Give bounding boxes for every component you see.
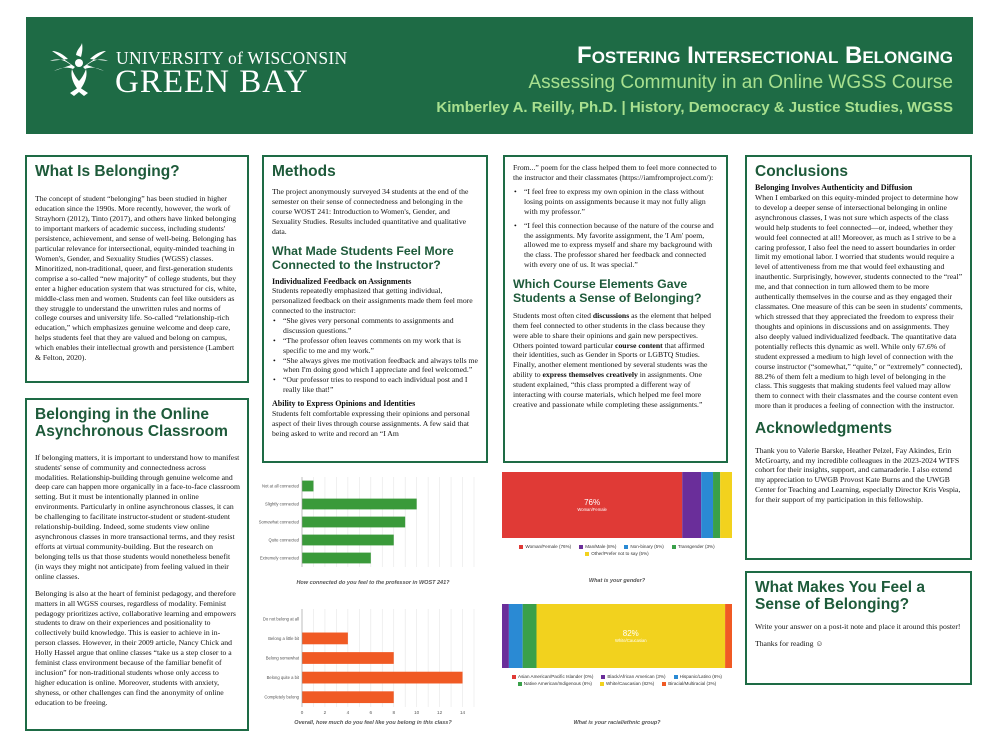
feedback-quote: • “The professor often leaves comments on my work that is specific to me and my work.” (272, 336, 479, 356)
course-elements-panel (503, 155, 728, 463)
race-legend-item (512, 674, 593, 679)
race-data-label: 82% (622, 629, 639, 638)
gender-legend-label: Woman/Female (76%) (525, 544, 572, 549)
belong-category-label: Belong somewhat (265, 655, 299, 661)
belong-chart-title: Overall, how much do you feel like you belong in this class? (294, 720, 452, 726)
belong-tick-label: 14 (459, 710, 466, 715)
gender-data-sublabel: Woman/Female (577, 507, 607, 512)
gender-chart (497, 468, 737, 592)
belong-chart-svg (258, 605, 488, 717)
online-classroom-panel (25, 398, 249, 731)
poster-title: Fostering Intersectional Belonging (577, 42, 953, 69)
connected-instructor-heading: What Made Students Feel More Connected to the Instructor? (272, 243, 454, 272)
connected-chart (258, 473, 488, 591)
race-legend-swatch (600, 682, 604, 686)
race-legend-item (662, 681, 716, 686)
race-legend-label: Black/African American (3%) (607, 674, 666, 679)
belong-tick-label: 12 (437, 710, 443, 715)
race-legend-swatch (662, 682, 666, 686)
connected-category-label: Not at all connected (261, 483, 299, 489)
gender-segment (713, 472, 720, 538)
what-is-belonging-text: The concept of student “belonging” has been studied in higher education since the 1990s. More recently, however, the work of Strayhorn (2012), Tinto (2017), and others have linked belonging to important markers of academic success, including students' persistence, achievement, and sense of well-being. Belonging has particular relevance for intersectional, equity-minded teaching in Women's, Gender, and Sexuality Studies (WGSS) classes. Minoritized, non-traditional, queer, and first-generation students comprise a so-called “new majority” of college students, but they enter a higher education system that was structured for cis, white, middle-class men and women. Students can feel like outsiders as they struggle to understand the unwritten rules and norms of college courses and university life. So-called “relationship-rich education,” which emphasizes genuine welcome and deep care, helps students feel that they are valued and belong on campus, which enables their intellectual growth and persistence (Lambert & Felton, 2020). (35, 194, 237, 363)
race-legend-item (600, 681, 654, 686)
race-legend-label: Biracial/Multiracial (3%) (668, 681, 717, 686)
belong-tick-label: 8 (392, 710, 396, 715)
race-segment (725, 604, 732, 668)
race-legend-label: Hispanic/Latino (6%) (679, 674, 722, 679)
race-legend-swatch (518, 682, 522, 686)
race-legend-label: Native American/Indigenous (6%) (523, 681, 592, 686)
feedback-quote: • “She always gives me motivation feedback and always tells me when I'm doing good which I appreciate and feel welcomed.” (272, 356, 479, 376)
gender-segment (720, 472, 732, 538)
race-segment (502, 604, 509, 668)
phoenix-logo-icon (48, 41, 110, 99)
methods-text: The project anonymously surveyed 34 students at the end of the semester on their sense of connectedness and belonging in the course WOST 241: Introduction to Women's, Gender, and Sexuality Studies. Results included quantitative and qualitative data. (272, 187, 469, 237)
gender-legend-swatch (579, 545, 583, 549)
race-legend-swatch (601, 675, 605, 679)
gender-data-label: 76% (584, 498, 601, 507)
belong-chart (258, 605, 488, 729)
methods-panel (262, 155, 488, 463)
opinion-quote: • “I feel this connection because of the nature of the course and the assignments. My favorite assignment, the 'I Am' poem, allowed me to express myself and share my background with the class. The professor shared her feedback and connected with every one of us. It was special.” (513, 221, 719, 271)
feedback-quote: • “She gives very personal comments to assignments and discussion questions.” (272, 316, 479, 336)
gender-legend-label: Man/Male (8%) (585, 544, 617, 549)
opinion-quotes (513, 187, 719, 270)
race-legend-swatch (674, 675, 678, 679)
gender-legend-item (585, 551, 648, 556)
belong-tick-label: 0 (300, 710, 304, 715)
connected-bar (302, 499, 417, 510)
feedback-text: Students repeatedly emphasized that getting individual, personalized feedback on their assignments made them feel more connected to the instructor: (272, 286, 473, 315)
race-legend-swatch (512, 675, 516, 679)
gender-chart-svg (497, 468, 737, 540)
feedback-quote: • “Our professor tries to respond to each individual post and I really like that!” (272, 375, 479, 395)
race-legend-label: Asian American/Pacific Islander (0%) (518, 674, 594, 679)
connected-category-label: Extremely connected (259, 555, 299, 561)
university-name-top: UNIVERSITY of WISCONSIN (116, 48, 348, 68)
connected-bar (302, 553, 371, 564)
online-classroom-paragraph-1: If belonging matters, it is important to understand how to manifest students' sense of community and connectedness across modalities. Relationship-building through genuine welcome and deep care can happen more organically in a face-to-face classroom setting. But it must be intentionally planned in online environments. Particularly in online asynchronous classes, it can be challenging to facilitate instructor-student or student-student relationship-building. Indeed, some students view online asynchronous classes in more transactional terms, and they resist efforts at virtual community-building. But the research on belonging tells us that those students would nonetheless benefit (in ways they might not anticipate) from feeling valued in their online classes. (35, 452, 240, 581)
race-chart-title: What is your racial/ethnic group? (573, 720, 661, 726)
gender-segment (682, 472, 701, 538)
race-data-sublabel: White/Caucasian (614, 638, 647, 643)
gender-legend-item (624, 544, 663, 549)
poster-author: Kimberley A. Reilly, Ph.D. | History, Democracy & Justice Studies, WGSS (436, 99, 953, 116)
connected-category-label: Quite connected (268, 537, 299, 543)
gender-legend-swatch (624, 545, 628, 549)
connected-chart-svg (258, 473, 488, 577)
race-chart (497, 600, 737, 730)
belong-category-label: Completely belong (264, 694, 299, 700)
poster-subtitle: Assessing Community in an Online WGSS Course (528, 72, 953, 93)
gender-chart-legend (505, 544, 729, 556)
connected-bar (302, 535, 394, 546)
feel-belonging-heading: What Makes You Feel a Sense of Belonging? (755, 579, 925, 614)
gender-legend-swatch (585, 552, 589, 556)
belong-tick-label: 6 (369, 710, 373, 715)
online-classroom-heading: Belonging in the Online Asynchronous Classroom (35, 406, 228, 441)
conclusions-subheading: Belonging Involves Authenticity and Diffusion (755, 183, 913, 193)
race-segment (509, 604, 523, 668)
course-elements-heading: Which Course Elements Gave Students a Sense of Belonging? (513, 277, 702, 305)
connected-chart-title: How connected do you feel to the professor in WOST 241? (296, 580, 450, 586)
connected-category-label: Somewhat connected (258, 519, 299, 525)
race-legend-item (601, 674, 665, 679)
belong-tick-label: 2 (323, 710, 327, 715)
feedback-subheading: Individualized Feedback on Assignments (272, 276, 412, 286)
gender-legend-item (672, 544, 715, 549)
gender-legend-swatch (519, 545, 523, 549)
university-name-bottom: GREEN BAY (115, 64, 309, 100)
what-is-belonging-heading: What Is Belonging? (35, 163, 180, 180)
opinion-quote: • “I feel free to express my own opinion in the class without losing points on assignments because it may not fully align with my professor.” (513, 187, 719, 217)
iam-poem-text: From...” poem for the class helped them to feel more connected to the instructor and their classmates (https://iamfromproject.com/): (513, 163, 717, 182)
race-chart-svg (497, 600, 737, 670)
acknowledgments-heading: Acknowledgments (755, 420, 892, 438)
connected-bar (302, 481, 313, 492)
belong-category-label: Do not belong at all (262, 616, 299, 622)
conclusions-panel (745, 155, 972, 560)
gender-legend-label: Non-binary (5%) (630, 544, 664, 549)
gender-legend-item (519, 544, 571, 549)
connected-category-label: Slightly connected (265, 501, 299, 507)
gender-legend-label: Transgender (3%) (677, 544, 715, 549)
belong-bar (302, 691, 394, 703)
race-legend-item (518, 681, 592, 686)
express-subheading: Ability to Express Opinions and Identities (272, 399, 416, 409)
belong-bar (302, 633, 348, 645)
feel-belonging-panel (745, 571, 972, 685)
belong-tick-label: 10 (414, 710, 420, 715)
acknowledgments-text: Thank you to Valerie Barske, Heather Pelzel, Fay Akindes, Erin McGroarty, and my incredible colleagues in the 2023-2024 WTFS cohort for their insights, support, and camaraderie. I also extend my appreciation to UWGB Provost Kate Burns and the UWGB Center for Teaching and Learning, especially Director Kris Vespia, for their support of my participation in this fellowship. (755, 445, 961, 505)
online-classroom-paragraph-2: Belonging is also at the heart of feminist pedagogy, and therefore matters in all WGSS courses, regardless of modality. Feminist pedagogy prioritizes active, collaborative learning and empowers students to draw on their experiences and positionality to collectively build knowledge. This is easier to achieve in in-person classes. However, in their 2009 article, Nancy Chick and Holly Hassel argue that online classes “take us a step closer to a feminist class environment because of the familiar benefit of inclusion” for non-traditional students whose only access to higher education is online. Moreover, students with anxiety, shyness, or other challenges can find the anonymity of online education to be freeing. (35, 588, 236, 707)
what-is-belonging-panel (25, 155, 249, 383)
gender-legend-swatch (672, 545, 676, 549)
gender-chart-title: What is your gender? (588, 578, 646, 584)
race-chart-legend (507, 674, 727, 686)
belong-bar (302, 672, 463, 684)
course-elements-text: Students most often cited discussions as the element that helped them feel connected to other students in the class because they were able to share their opinions and gain new perspectives. Others pointed toward particular course content that affirmed their identities, such as Gender in Sports or LGBTQ Studies. Finally, another element mentioned by several students was the ability to express themselves creatively in assignments. One student explained, “this class prompted a different way of interacting with course materials, which helped me feel more creative and passionate while completing these assignments.” (513, 310, 711, 410)
express-text: Students felt comfortable expressing their opinions and personal aspect of their lives through course assignments. A few said that being asked to write and record an “I Am (272, 408, 470, 438)
gender-legend-label: Other/Prefer not to say (5%) (591, 551, 649, 556)
methods-heading: Methods (272, 163, 336, 180)
race-segment (523, 604, 537, 668)
conclusions-heading: Conclusions (755, 163, 849, 180)
belong-category-label: Belong quite a bit (266, 675, 299, 681)
connected-bar (302, 517, 405, 528)
feedback-quotes (272, 316, 479, 395)
race-legend-item (674, 674, 722, 679)
conclusions-text: When I embarked on this equity-minded project to determine how to develop a deeper sense of intersectional belonging in online asynchronous classes, I was not sure which aspects of the class would help students to feel connected—or, indeed, whether they would feel connected at all! Moreover, as much as I strive to be a caring professor, I also feel the need to assert boundaries in order limit my emotional labor. I worried that students would require a level of attentiveness from me that would feel exhausting and inauthentic. Surprisingly, however, students connected to the “real” me, and that connection in turn allowed them to be more authentically themselves in the course and as they engaged their classmates. One measure of this can be seen in students' comments, which stressed that they appreciated the freedom to express their thoughts and opinions in discussions and on assignments. They also deeply valued individualized feedback. The quantitative data potentially reflects this dynamic as well. While only 67.6% of student expressed a medium to high level of connection with the course instructor (“somewhat,” “quite,” or “extremely” connected), 88.2% of them felt a medium to high level of belonging in the class. This suggests that making students feel valued may allow them to connect with their classmates and the course content even more than it produces a feeling of connection with the instructor. (755, 192, 963, 411)
thanks-text: Thanks for reading ☺ (755, 638, 824, 648)
gender-legend-item (579, 544, 616, 549)
feel-belonging-text: Write your answer on a post-it note and place it around this poster! (755, 621, 961, 631)
belong-category-label: Belong a little bit (268, 635, 299, 641)
race-legend-label: White/Caucasian (82%) (605, 681, 655, 686)
gender-segment (701, 472, 713, 538)
belong-bar (302, 652, 394, 664)
belong-tick-label: 4 (346, 710, 350, 715)
